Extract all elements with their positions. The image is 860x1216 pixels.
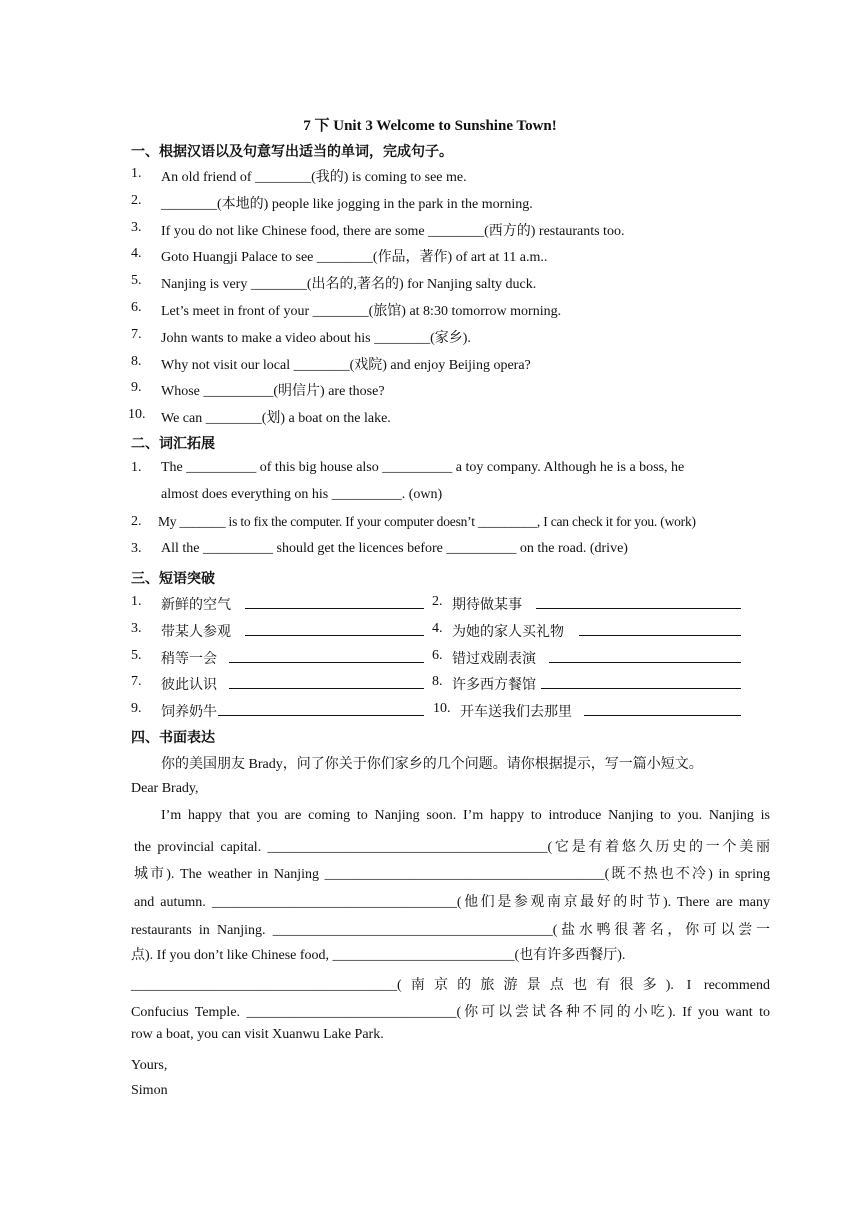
writing-prompt: 你的美国朋友 Brady，问了你关于你们家乡的几个问题。请你根据提示，写一篇小短文。: [161, 757, 703, 772]
answer-blank-right: [584, 701, 741, 719]
part1-item-text: Let’s meet in front of your ________(旅馆) at 8:30 tomorrow morning.: [161, 304, 562, 319]
part1-item-number: 8.: [131, 354, 142, 369]
part3-number-left: 7.: [131, 674, 142, 689]
part2-item-text: almost does everything on his __________. (own): [161, 487, 443, 502]
part3-phrase-left: 带某人参观: [161, 625, 231, 640]
answer-blank-left: [229, 648, 424, 666]
letter-salutation: Dear Brady,: [131, 781, 199, 796]
part3-number-left: 3.: [131, 621, 142, 636]
part3-number-right: 6.: [432, 648, 443, 663]
answer-blank-right: [536, 594, 741, 612]
part3-number-left: 1.: [131, 594, 142, 609]
part2-item-text: My _______ is to fix the computer. If your computer doesn’t _________, I can check it for you. (work): [158, 514, 696, 529]
section-3-heading: 三、短语突破: [131, 571, 215, 587]
letter-line: Confucius Temple. ______________________________(你可以尝试各种不同的小吃). If you want to: [131, 1005, 770, 1020]
part3-phrase-right: 错过戏剧表演: [452, 652, 536, 667]
section-1-heading: 一、根据汉语以及句意写出适当的单词，完成句子。: [131, 144, 453, 160]
part3-number-right: 4.: [432, 621, 443, 636]
answer-blank-left: [245, 594, 424, 612]
part1-item-number: 10.: [128, 407, 146, 422]
letter-line: and autumn. ___________________________________(他们是参观南京最好的时节). There are many: [134, 895, 770, 910]
part1-item-number: 3.: [131, 220, 142, 235]
letter-closing: Yours,: [131, 1058, 168, 1073]
part1-item-text: John wants to make a video about his ________(家乡).: [161, 331, 471, 346]
part3-number-right: 10.: [433, 701, 451, 716]
part3-phrase-right: 期待做某事: [452, 598, 522, 613]
answer-blank-right: [579, 621, 741, 639]
answer-blank-left: [218, 701, 424, 719]
part3-number-left: 5.: [131, 648, 142, 663]
part3-phrase-left: 饲养奶牛: [161, 705, 217, 720]
part3-phrase-left: 稍等一会: [161, 652, 217, 667]
letter-line: ______________________________________(南京的旅游景点也有很多). I recommend: [131, 978, 770, 993]
part1-item-number: 7.: [131, 327, 142, 342]
letter-line: restaurants in Nanjing. ________________________________________(盐水鸭很著名，你可以尝一: [131, 923, 770, 938]
part1-item-text: ________(本地的) people like jogging in the park in the morning.: [161, 197, 533, 212]
part2-item-text: All the __________ should get the licences before __________ on the road. (drive): [161, 541, 628, 556]
answer-blank-left: [229, 674, 424, 692]
part3-phrase-right: 许多西方餐馆: [452, 678, 536, 693]
part1-item-number: 4.: [131, 246, 142, 261]
part1-item-number: 5.: [131, 273, 142, 288]
letter-line: I’m happy that you are coming to Nanjing soon. I’m happy to introduce Nanjing to you. Nanjing is: [161, 808, 770, 823]
part1-item-text: Why not visit our local ________(戏院) and enjoy Beijing opera?: [161, 358, 531, 373]
page-title: 7 下 Unit 3 Welcome to Sunshine Town!: [303, 118, 557, 134]
part2-item-text: The __________ of this big house also __________ a toy company. Although he is a boss, he: [161, 460, 685, 475]
letter-line: 城市). The weather in Nanjing ________________________________________(既不热也不冷) in spring: [134, 867, 770, 882]
part1-item-number: 1.: [131, 166, 142, 181]
answer-blank-left: [245, 621, 424, 639]
part1-item-text: An old friend of ________(我的) is coming to see me.: [161, 170, 467, 185]
part3-phrase-left: 新鲜的空气: [161, 598, 231, 613]
part1-item-text: If you do not like Chinese food, there are some ________(西方的) restaurants too.: [161, 224, 625, 239]
letter-line: 点). If you don’t like Chinese food, __________________________(也有许多西餐厅).: [131, 948, 626, 963]
part1-item-text: Nanjing is very ________(出名的,著名的) for Nanjing salty duck.: [161, 277, 537, 292]
part1-item-text: Goto Huangji Palace to see ________(作品，著作) of art at 11 a.m..: [161, 250, 548, 265]
section-2-heading: 二、词汇拓展: [131, 436, 215, 452]
part1-item-text: Whose __________(明信片) are those?: [161, 384, 385, 399]
part2-item-number: 3.: [131, 541, 142, 556]
answer-blank-right: [541, 674, 741, 692]
part3-phrase-right: 开车送我们去那里: [460, 705, 572, 720]
letter-signature: Simon: [131, 1083, 168, 1098]
part3-phrase-right: 为她的家人买礼物: [452, 625, 564, 640]
answer-blank-right: [549, 648, 741, 666]
part3-number-right: 8.: [432, 674, 443, 689]
part2-item-number: 2.: [131, 514, 142, 529]
letter-line: the provincial capital. ________________________________________(它是有着悠久历史的一个美丽: [134, 840, 770, 855]
section-4-heading: 四、书面表达: [131, 730, 215, 746]
part1-item-number: 6.: [131, 300, 142, 315]
part2-item-number: 1.: [131, 460, 142, 475]
letter-line: row a boat, you can visit Xuanwu Lake Park.: [131, 1027, 384, 1042]
part3-number-left: 9.: [131, 701, 142, 716]
part3-number-right: 2.: [432, 594, 443, 609]
part1-item-number: 2.: [131, 193, 142, 208]
part1-item-number: 9.: [131, 380, 142, 395]
part1-item-text: We can ________(划) a boat on the lake.: [161, 411, 391, 426]
part3-phrase-left: 彼此认识: [161, 678, 217, 693]
